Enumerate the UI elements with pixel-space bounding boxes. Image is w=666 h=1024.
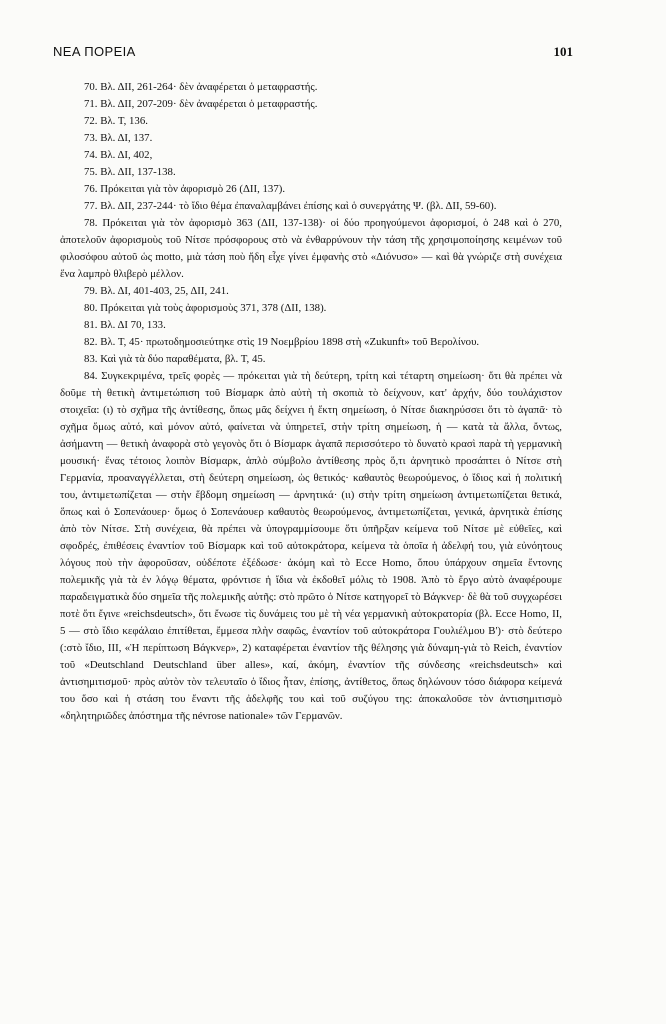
footnote-text: Βλ. ΔΙΙ, 137-138. — [100, 166, 176, 178]
footnote-text: Βλ. ΔΙΙ, 237-244· τὸ ἴδιο θέμα ἐπαναλαμβάνει ἐπίσης καὶ ὁ συνεργάτης Ψ. (βλ. ΔΙΙ, 59-60). — [100, 200, 497, 212]
footnote — [60, 283, 562, 300]
footnote — [60, 181, 562, 198]
footnote-text: Βλ. ΔΙΙ, 207-209· δὲν ἀναφέρεται ὁ μεταφραστής. — [100, 98, 318, 110]
footnote — [60, 300, 562, 317]
footnote-number: 72. — [84, 115, 98, 127]
footnote-text: Βλ. Τ, 136. — [100, 115, 148, 127]
footnote — [60, 130, 562, 147]
footnote-number: 82. — [84, 336, 98, 348]
footnote — [60, 334, 562, 351]
footnote-text: Βλ. ΔΙ 70, 133. — [100, 319, 166, 331]
footnote-number: 70. — [84, 81, 98, 93]
footnote-number: 75. — [84, 166, 98, 178]
footnote-number: 74. — [84, 149, 98, 161]
footnote-text: Πρόκειται γιὰ τὸν ἀφορισμὸ 26 (ΔΙΙ, 137). — [100, 183, 286, 195]
footnote — [60, 198, 562, 215]
footnote — [60, 317, 562, 334]
footnote — [60, 79, 562, 96]
footnote — [60, 351, 562, 368]
footnote-number: 78. — [84, 217, 98, 229]
footnote — [60, 215, 562, 283]
footnote-text: Βλ. ΔΙ, 401-403, 25, ΔΙΙ, 241. — [100, 285, 229, 297]
footnote-number: 73. — [84, 132, 98, 144]
footnote — [60, 113, 562, 130]
footnote-number: 84. — [84, 370, 98, 382]
footnote-text: Καὶ γιὰ τὰ δύο παραθέματα, βλ. Τ, 45. — [100, 353, 266, 365]
footnote-number: 79. — [84, 285, 98, 297]
footnote-number: 81. — [84, 319, 98, 331]
footnote-text: Πρόκειται γιὰ τοὺς ἀφορισμοὺς 371, 378 (ΔΙΙ, 138). — [100, 302, 327, 314]
footnote-number: 71. — [84, 98, 98, 110]
footnote-number: 83. — [84, 353, 98, 365]
footnote-number: 77. — [84, 200, 98, 212]
footnote — [60, 164, 562, 181]
footnote-text: Πρόκειται γιὰ τὸν ἀφορισμὸ 363 (ΔΙΙ, 137-138)· οἱ δύο προηγούμενοι ἀφορισμοί, ὁ 248 καὶ ὁ 270, ἀποτελοῦν ἀφορισμοὺς τοῦ Νίτσε πρόσφορους στὸ νὰ ἐνθαρρύνουν τὴν τάση τῆς χρησιμοποίησης κειμένων τοῦ φιλοσόφου αὐτοῦ ὡς motto, μιὰ τάση ποὺ ἤδη εἶχε γίνει ἐμφανὴς στὸ «Διόνυσο» — καὶ θὰ γνώριζε στὴ συνέχεια ἕνα λαμπρὸ θλιβερὸ μέλλον. — [60, 217, 563, 280]
footnote-number: 76. — [84, 183, 98, 195]
footnote — [60, 368, 562, 725]
footnotes-list — [60, 79, 562, 725]
footnote-text: Βλ. ΔΙ, 137. — [100, 132, 153, 144]
footnote — [60, 147, 562, 164]
footnote-text: Βλ. ΔΙΙ, 261-264· δὲν ἀναφέρεται ὁ μεταφραστής. — [100, 81, 318, 93]
running-title: ΝΕΑ ΠΟΡΕΙΑ — [53, 44, 136, 59]
page-number: 101 — [553, 44, 573, 59]
footnote — [60, 96, 562, 113]
footnote-text: Βλ. Τ, 45· πρωτοδημοσιεύτηκε στὶς 19 Νοεμβρίου 1898 στὴ «Zukunft» τοῦ Βερολίνου. — [100, 336, 480, 348]
footnote-text: Βλ. ΔΙ, 402, — [100, 149, 153, 161]
footnote-number: 80. — [84, 302, 98, 314]
footnote-text: Συγκεκριμένα, τρεῖς φορὲς — πρόκειται γιὰ τὴ δεύτερη, τρίτη καὶ τέταρτη σημείωση· ὅτι θὰ πρέπει νὰ δοῦμε τὴ θετικὴ ἀντιμετώπιση τοῦ Βίσμαρκ ἀπὸ αὐτὴ τὴ σκοπιὰ τὸ δείχνουν, κατ' ἀρχήν, δύο τουλάχιστον στοιχεῖα: (ι) τὸ σχῆμα τῆς ἀντίθεσης, ὅπως μᾶς δείχνει ἡ ἕκτη σημείωση, ὁ Νίτσε διακηρύσσει ὅτι τὸ ἀγαπᾶ· τὸ σχῆμα ὅμως αὐτό, καὶ μόνον αὐτό, φαίνεται νὰ ὑπηρετεῖ, στὴν τρίτη σημείωση, ἡ — κατὰ τὰ ἄλλα, ὄντως, ἀσήμαντη — θετικὴ ἀναφορὰ στὸ γεγονὸς ὅτι ὁ Βίσμαρκ ἀγαπᾶ περισσότερο τὸ δυνατὸ κρασὶ παρὰ τὴ γερμανικὴ μουσική· ἕνας τέτοιος λοιπὸν Βίσμαρκ, ἁπλὸ σύμβολο ἀντίθεσης πρὸς ὅ,τι ἀρνητικὸ προσάπτει ὁ Νίτσε στὴ Γερμανία, προαναγγέλλεται, στὴ δεύτερη σημείωση, ὡς θετικός· καθαυτὸς θεωρούμενος, ὁ ἴδιος καὶ ἡ πολιτική του, ἀντιμετωπίζεται — στὴν ἕβδομη σημείωση — ἀρνητικά· (ιι) στὴν τρίτη σημείωση ἀντιμετωπίζεται θετικά, ὅπως καὶ ὁ Σοπενάουερ· ὅμως ὁ Σοπενάουερ καθαυτὸς θεωρούμενος, ἀντιμετωπίζεται, γενικά, ἀρνητικὰ ἐπίσης ἀπὸ τὸν Νίτσε. Στὴ συνέχεια, θὰ πρέπει νὰ ὑπογραμμίσουμε ὅτι ὑπῆρξαν κείμενα τοῦ Νίτσε μὲ εὐθεῖες, καὶ σφοδρές, ἐπιθέσεις ἐναντίον τοῦ Βίσμαρκ καὶ τοῦ αὐτοκράτορα, κείμενα τὰ ὁποῖα ἡ ἀδελφή του, γιὰ εὐνόητους λόγους ποὺ τὴν ἀφοροῦσαν, οὐδέποτε ἐξέδωσε· ἀκόμη καὶ τὸ Ecce Homo, ὅπου ὑπάρχουν σημεῖα ἔντονης πολεμικῆς γιὰ τὰ ἐν λόγῳ θέματα, φρόντισε ἡ ἴδια νὰ ἐκδοθεῖ μόλις τὸ 1908. Ἀπὸ τὸ ἔργο αὐτὸ ἀναφέρουμε παραδειγματικὰ δύο σημεῖα τῆς πολεμικῆς αὐτῆς: στὸ πρῶτο ὁ Νίτσε κατηγορεῖ τὸ Βάγκνερ· δὲ θὰ τοῦ συγχωρέσει ποτὲ ὅτι ἔγινε «reichsdeutsch», ὅτι ἔνωσε τὶς δυνάμεις του μὲ τὴ νέα γερμανικὴ αὐτοκρατορία (βλ. Ecce Homo, II, 5 — στὸ ἴδιο κεφάλαιο ἐπιτίθεται, ἔμμεσα πλὴν σαφῶς, ἐναντίον τοῦ αὐτοκράτορα Γουλιέλμου Β')· στὸ δεύτερο (:στὸ ἴδιο, III, «Ἡ περίπτωση Βάγκνερ», 2) καταφέρεται ἐναντίον τῆς θέλησης γιὰ δύναμη-γιὰ τὸ Reich, ἐναντίον τοῦ «Deutschland Deutschland über alles», καί, ἀκόμη, ἐναντίον τῆς σύνδεσης «reichsdeutsch» καὶ ἀντισημιτισμοῦ· πρὸς αὐτὸν τὸν τελευταῖο ὁ ἴδιος ἦταν, ἐπίσης, ἀντίθετος, ὅπως δηλώνουν τόσο διάφορα κείμενά του ὅσο καὶ ἡ στάση του ἔναντι τῆς ἀδελφῆς του καὶ τοῦ συζύγου της: ἀποκαλοῦσε τὸν ἀντισημιτισμὸ «δηλητηριῶδες ἀπόστημα τῆς névrose nationale» τῶν Γερμανῶν. — [60, 370, 562, 722]
